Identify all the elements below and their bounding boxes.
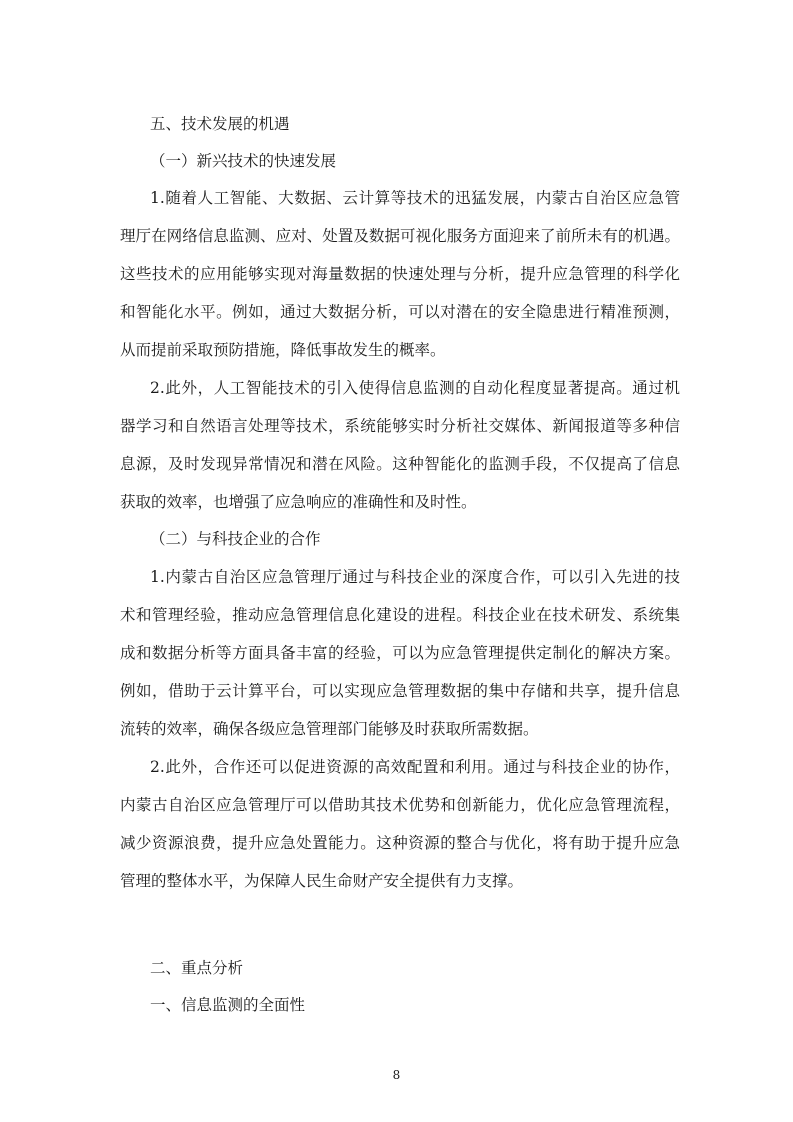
paragraph-line: 获取的效率，也增强了应急响应的准确性和及时性。 [120,493,477,511]
paragraph-line: 2.此外，人工智能技术的引入使得信息监测的自动化程度显著提高。通过机 [150,379,680,397]
paragraph-line: 管理的整体水平，为保障人民生命财产安全提供有力支撑。 [120,872,524,890]
paragraph-line: 从而提前采取预防措施，降低事故发生的概率。 [120,341,446,359]
section-heading: 五、技术发展的机遇 [150,115,290,133]
paragraph-line: 流转的效率，确保各级应急管理部门能够及时获取所需数据。 [120,720,539,738]
part-heading: 一、信息监测的全面性 [150,996,306,1014]
paragraph-line: 和智能化水平。例如，通过大数据分析，可以对潜在的安全隐患进行精准预测， [120,303,680,321]
paragraph-line: 这些技术的应用能够实现对海量数据的快速处理与分析，提升应急管理的科学化 [120,265,680,283]
paragraph-line: 1.内蒙古自治区应急管理厅通过与科技企业的深度合作，可以引入先进的技 [150,568,680,586]
paragraph-line: 2.此外，合作还可以促进资源的高效配置和利用。通过与科技企业的协作， [150,758,680,776]
paragraph-line: 理厅在网络信息监测、应对、处置及数据可视化服务方面迎来了前所未有的机遇。 [120,227,680,245]
paragraph-line: 内蒙古自治区应急管理厅可以借助其技术优势和创新能力，优化应急管理流程， [120,796,680,814]
subsection-heading: （二）与科技企业的合作 [150,530,321,548]
subsection-heading: （一）新兴技术的快速发展 [150,152,337,170]
paragraph-line: 减少资源浪费，提升应急处置能力。这种资源的整合与优化，将有助于提升应急 [120,834,680,852]
paragraph-line: 例如，借助于云计算平台，可以实现应急管理数据的集中存储和共享，提升信息 [120,682,680,700]
paragraph-line: 1.随着人工智能、大数据、云计算等技术的迅猛发展，内蒙古自治区应急管 [150,189,680,207]
paragraph-line: 术和管理经验，推动应急管理信息化建设的进程。科技企业在技术研发、系统集 [120,606,680,624]
paragraph-line: 器学习和自然语言处理等技术，系统能够实时分析社交媒体、新闻报道等多种信 [120,417,680,435]
paragraph-line: 成和数据分析等方面具备丰富的经验，可以为应急管理提供定制化的解决方案。 [120,644,680,662]
page-number: 8 [392,1068,401,1082]
section-heading: 二、重点分析 [150,959,244,977]
paragraph-line: 息源，及时发现异常情况和潜在风险。这种智能化的监测手段，不仅提高了信息 [120,455,680,473]
